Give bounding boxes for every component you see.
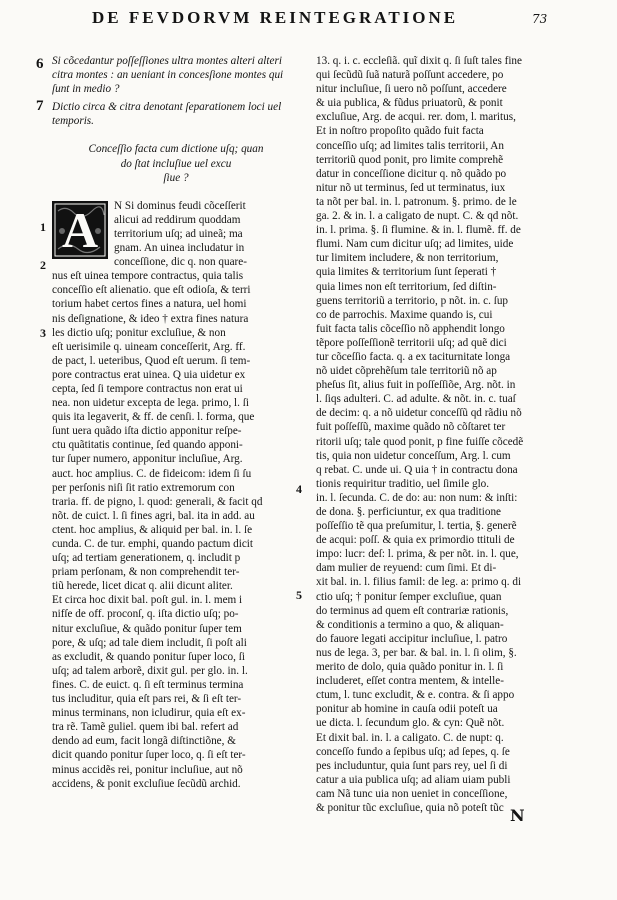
text-line: conceſſo fundo a ſepibus uſq; ad ſepes, q. ſe (316, 745, 510, 758)
summary-line: temporis. (52, 115, 94, 128)
running-title: DE FEVDORVM REINTEGRATIONE (92, 8, 459, 27)
text-line: fines. C. de euict. q. ſi eſt terminus termina (52, 678, 244, 691)
text-line: auct. hoc amplius. C. de fideicom: idem ſi ſu (52, 467, 252, 480)
section-heading (52, 142, 300, 184)
text-line: uſq; ad tertiam generationem, q. includit p (52, 552, 241, 565)
text-line: Et circa hoc dixit bal. poſt gul. in. l. mem i (52, 594, 243, 607)
text-line: quia limites & territorium ſunt ſeperati † (316, 266, 497, 279)
text-line: & conditionis a termino a quo, & aliquan- (316, 618, 504, 631)
text-line: nitur incluſiue, ſi uero nõ poſſunt, accedere (316, 83, 507, 96)
text-line: do fauore legati accipitur incluſiue, l. patro (316, 632, 508, 645)
text-line: excluſiue, Arg. de acqui. rer. dom, l. maritus, (316, 111, 516, 124)
text-line: alicui ad reddirum quoddam (114, 213, 241, 226)
text-line: as excludit, & quando ponitur ſuper loco, ſi (52, 650, 245, 663)
text-line: tur limitem includere, & non territorium, (316, 252, 499, 265)
text-line: flumi. Nam cum dicitur uſq; ad limites, uide (316, 238, 514, 251)
text-line: ctum, l. tunc excludit, & e. contra. & ſi appo (316, 689, 515, 702)
text-line: co de parrochis. Maxime quando is, cui (316, 308, 493, 321)
text-line: Et in noſtro propoſito quãdo fuit facta (316, 125, 484, 138)
right-column (316, 54, 552, 815)
text-line: nis deſignatione, & ideo † extra fines natura (52, 312, 249, 325)
margin-number: 2 (40, 258, 46, 272)
text-line: l. ſiqs adulteri. C. ad adulte. & nõt. in. c. tuaſ (316, 393, 516, 406)
summary-item (52, 100, 300, 128)
text-line: tẽpore poſſeſſionẽ territorii uſq; ad quẽ dici (316, 336, 507, 349)
text-line: conceſſio uſq; ad limites talis territorii, An (316, 139, 504, 152)
text-line: & uia publica, & fũdus priuatorũ, & ponit (316, 97, 503, 110)
text-line: pore contractus erat uinea. Q uia uidetur ex (52, 368, 246, 381)
text-line: gnam. An uinea includatur in (114, 242, 245, 255)
text-line: conceſſio eſt alienatio. que eſt odioſa, & terri (52, 284, 251, 297)
margin-number: 4 (296, 482, 302, 496)
text-line: territorium uſq; ad uineã; ma (114, 227, 243, 240)
text-line: eſt uerisimile q. uineam conceſſerit, Arg. ff. (52, 340, 246, 353)
text-line: ue dicta. l. ſecundum glo. & cyn: Quẽ nõt. (316, 717, 505, 730)
text-line: dicit quando ponitur ſuper loco, q. ſi eſt ter- (52, 749, 246, 762)
text-line: priam perſonam, & non comprehendit ter- (52, 566, 240, 579)
text-line: ritorii uſq; tale quod ponit, p fine fuiſſe cõcedẽ (316, 435, 524, 448)
text-line: nitur excluſiue, & quãdo ponitur ſuper tem (52, 622, 242, 635)
summary-item (52, 54, 300, 96)
text-line: minus accidẽs rei, ponitur incluſiue, aut nõ (52, 763, 243, 776)
heading-line: ſiue ? (163, 171, 189, 184)
text-line: dam mulier de reyuend: cum ſimi. Et di- (316, 562, 497, 575)
text-line: ſunt uera quãdo iſta dictio apponitur reſpe- (52, 425, 242, 438)
text-line: ponitur ab homine in cauſa odii poteſt ua (316, 703, 498, 716)
text-line: impo: lucr: deſ: l. prima, & per nõt. in. l. que, (316, 548, 519, 561)
text-line: do terminus ad quem eſt contrariæ rationis, (316, 604, 509, 617)
text-line: tur ſuper numero, apponitur incluſiue, Arg. (52, 453, 243, 466)
decorated-initial (52, 201, 108, 259)
text-line: per perſonis niſi ſit ratio extremorum con (52, 481, 235, 494)
text-line: accidens, & ponit excluſiue ſecũdũ archid. (52, 777, 241, 790)
text-line: tis, quia non uidetur conceſſum, Arg. l. cum (316, 449, 511, 462)
text-line: tur cõceſſio facta. q. a ex taciturnitate longa (316, 350, 511, 363)
text-line: in. l. ſecunda. C. de do: au: non num: & inſti: (316, 491, 518, 504)
text-line: torium habet certos fines a natura, uel homi (52, 298, 247, 311)
text-line: quis ita legaverit, & ff. de cenſi. l. forma, que (52, 411, 255, 424)
text-line: de acqui: poſſ. & quia ex primordio ttituli de (316, 534, 515, 547)
text-line: cepta, ſed ſi tempore contractus non erat ui (52, 382, 243, 395)
text-line: tus includitur, quia eſt pars rei, & ſi eſt ter- (52, 693, 242, 706)
text-line: ctent. hoc amplius, & aliquid per bal. in. l. ſe (52, 523, 253, 536)
text-line: nifſe de off. proconſ, q. iſta dictio uſq; po- (52, 608, 239, 621)
text-line: pore, & uſq; ad tale diem includit, ſi poſt ali (52, 636, 247, 649)
text-line: territoriũ quod ponit, pro limite comprehẽ (316, 153, 504, 166)
text-line: pes includuntur, quia ſunt pars rey, uel ſi di (316, 759, 508, 772)
text-line: tiũ herede, licet dicat q. alii dicunt aliter. (52, 580, 233, 593)
text-line: nea. non uidetur excepta de lega. primo, l. ſi (52, 397, 249, 410)
text-line: cam Nã tunc uia non ueniet in conceſſione, (316, 787, 508, 800)
text-line: nus de lega. 3, per bar. & bal. in. l. ſi olim, §. (316, 646, 517, 659)
text-line: uſq; ad talem arborẽ, dixit gul. per glo. in. l. (52, 664, 248, 677)
text-line: de decim: q. a nõ uidetur conceſſũ qd rãdiu nõ (316, 407, 522, 420)
text-line: tionis requiritur traditio, uel ſimile glo. (316, 477, 490, 490)
text-line: in. l. prima. §. ſi flumine. & in. l. flumẽ. ff. de (316, 224, 521, 237)
text-line: ctu quãtitatis continue, ſed quando apponi- (52, 439, 243, 452)
text-line: de pact, l. ueteribus, Quod eſt uerum. ſi tem- (52, 354, 251, 367)
text-line: 13. q. i. c. eccleſiã. quĩ dixit q. ſi ſuſt tales fine (316, 55, 522, 67)
text-line: nõ uidet cõprehẽſum tale territoriũ nõ ap (316, 365, 497, 378)
text-line: traria. ff. de pigno, l. quod: generali, & facit qd (52, 495, 263, 508)
summary-line: ſunt in medio ? (52, 83, 120, 96)
text-line: Et dixit bal. in. l. a caligato. C. de nupt: q. (316, 731, 504, 744)
summary-line: Si cõcedantur poſſeſſiones ultra montes alteri alteri (52, 55, 282, 67)
text-line: datur in conceſſione dicitur q. nõ quãdo po (316, 167, 507, 180)
text-line: minus terminans, non icludirur, quia eſt ex- (52, 707, 246, 720)
heading-line: do ſtat incluſiue uel excu (120, 157, 232, 170)
heading-line: Conceſſio facta cum dictione uſq; quan (88, 143, 264, 156)
text-line: N Si dominus feudi cõceſſerit (114, 199, 246, 212)
catchword: N (510, 806, 525, 825)
text-line: cunda. C. de tur. emphi, quando pactum dicit (52, 538, 254, 550)
text-line: ga. 2. & in. l. a caligato de nupt. C. & qd nõt. (316, 210, 519, 223)
text-line: pheſus ſit, alius fuit in poſſeſſiõe, Arg. nõt. in (316, 379, 516, 392)
text-line: nus eſt uinea tempore contractus, quia talis (52, 270, 244, 283)
summary-line: Dictio circa & citra denotant ſeparationem loci uel (52, 101, 282, 114)
summary-number: 6 (36, 56, 44, 72)
initial-letter: A (61, 201, 99, 258)
text-line: & ponitur tũc excluſiue, quia nõ poteſt tũc (316, 801, 504, 814)
text-line: ta nõt per bal. in. l. patronum. §. primo. de le (316, 195, 517, 208)
text-line: fuit poſſeſſũ, maxime quãdo nõ cõſtaret ter (316, 421, 506, 434)
text-line: fuit facta talis cõceſſio nõ apphendit longo (316, 322, 505, 335)
summary-line: citra montes : an ueniant in concesſione montes qui (52, 69, 284, 82)
text-line: poſſeſſio tẽ qua preſumitur, l. tertia, §. generẽ (316, 520, 517, 533)
text-line: includeret, eſſet contra mentem, & intelle- (316, 675, 504, 688)
summary-number: 7 (36, 98, 44, 114)
text-line: xit bal. in. l. filius famil: de leg. a: primo q. di (316, 576, 522, 589)
text-line: de dona. §. perficiuntur, ex qua traditione (316, 506, 502, 518)
margin-number: 3 (40, 326, 46, 340)
text-line: q rebat. C. unde ui. Q uia † in contractu dona (316, 463, 518, 476)
left-column (52, 54, 300, 791)
text-line: quia limes non eſt territorium, ſed diſtin- (316, 280, 497, 293)
margin-number: 5 (296, 588, 302, 602)
margin-number: 1 (40, 220, 46, 234)
text-line: nõt. de cuict. l. ſi fines agri, bal. ita in add. au (52, 509, 255, 522)
text-line: ctio uſq; † ponitur ſemper excluſiue, quan (316, 590, 502, 603)
text-line: tra rẽ. Tamẽ guliel. quem ibi bal. refert ad (52, 721, 239, 734)
text-line: nitur nõ ut terminus, ſed ut terminatus, iux (316, 181, 506, 194)
text-line: catur a uia publica uſq; ad aliam uiam publi (316, 773, 511, 786)
text-line: les dictio uſq; ponitur excluſiue, & non (52, 326, 226, 339)
text-line: conceſſione, dic q. non quare- (114, 256, 247, 269)
text-line: dendo ad eum, facit longã diſtinctiõne, & (52, 735, 236, 748)
page-number: 73 (532, 12, 548, 26)
body-text (52, 199, 300, 791)
text-line: merito de dolo, quia quãdo ponitur in. l. ſi (316, 661, 504, 674)
running-head (0, 6, 617, 34)
text-line: guens territoriũ a territorio, p nõt. in. c. ſup (316, 294, 509, 307)
text-line: qui ſecũdũ ſuã naturã poſſunt accedere, po (316, 69, 504, 82)
